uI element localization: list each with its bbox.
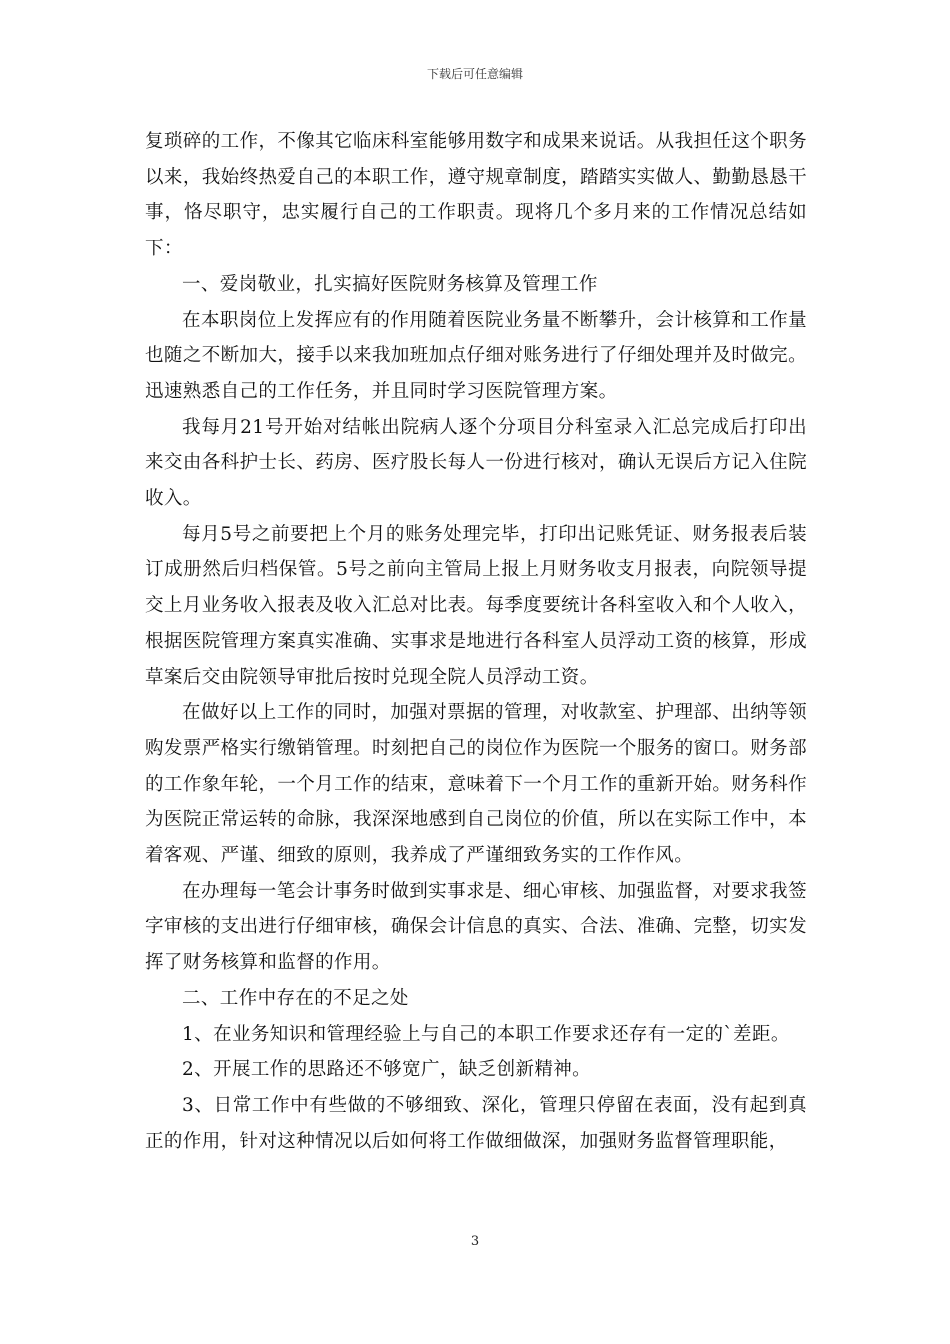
paragraph: 我每月21号开始对结帐出院病人逐个分项目分科室录入汇总完成后打印出来交由各科护士长、药房、医疗股长每人一份进行核对，确认无误后方记入住院收入。 xyxy=(145,416,807,510)
document-body xyxy=(145,124,807,1159)
paragraph: 在办理每一笔会计事务时做到实事求是、细心审核、加强监督，对要求我签字审核的支出进行仔细审核，确保会计信息的真实、合法、准确、完整，切实发挥了财务核算和监督的作用。 xyxy=(145,880,807,974)
page-header: 下载后可任意编辑 xyxy=(426,67,523,81)
section-heading-1: 一、爱岗敬业，扎实搞好医院财务核算及管理工作 xyxy=(182,273,598,295)
list-item: 2、开展工作的思路还不够宽广，缺乏创新精神。 xyxy=(182,1059,592,1081)
paragraph: 每月5号之前要把上个月的账务处理完毕，打印出记账凭证、财务报表后装订成册然后归档保管。5号之前向主管局上报上月财务收支月报表，向院领导提交上月业务收入报表及收入汇总对比表。每季度要统计各科室收入和个人收入，根据医院管理方案真实准确、实事求是地进行各科室人员浮动工资的核算，形成草案后交由院领导审批后按时兑现全院人员浮动工资。 xyxy=(145,523,807,688)
section-heading-2: 二、工作中存在的不足之处 xyxy=(182,987,409,1009)
list-item: 1、在业务知识和管理经验上与自己的本职工作要求还存有一定的`差距。 xyxy=(182,1023,790,1045)
paragraph: 在本职岗位上发挥应有的作用随着医院业务量不断攀升，会计核算和工作量也随之不断加大，接手以来我加班加点仔细对账务进行了仔细处理并及时做完。迅速熟悉自己的工作任务，并且同时学习医院管理方案。 xyxy=(145,309,807,402)
paragraph-continued: 复琐碎的工作，不像其它临床科室能够用数字和成果来说话。从我担任这个职务以来，我始终热爱自己的本职工作，遵守规章制度，踏踏实实做人、勤勤恳恳干事，恪尽职守，忠实履行自己的工作职责。现将几个多月来的工作情况总结如下： xyxy=(145,131,807,260)
page-number: 3 xyxy=(470,1234,480,1249)
paragraph: 在做好以上工作的同时，加强对票据的管理，对收款室、护理部、出纳等领购发票严格实行缴销管理。时刻把自己的岗位作为医院一个服务的窗口。财务部的工作象年轮，一个月工作的结束，意味着下一个月工作的重新开始。财务科作为医院正常运转的命脉，我深深地感到自己岗位的价值，所以在实际工作中，本着客观、严谨、细致的原则，我养成了严谨细致务实的工作作风。 xyxy=(145,702,807,867)
list-item: 3、日常工作中有些做的不够细致、深化，管理只停留在表面，没有起到真正的作用，针对这种情况以后如何将工作做细做深，加强财务监督管理职能， xyxy=(145,1094,807,1152)
